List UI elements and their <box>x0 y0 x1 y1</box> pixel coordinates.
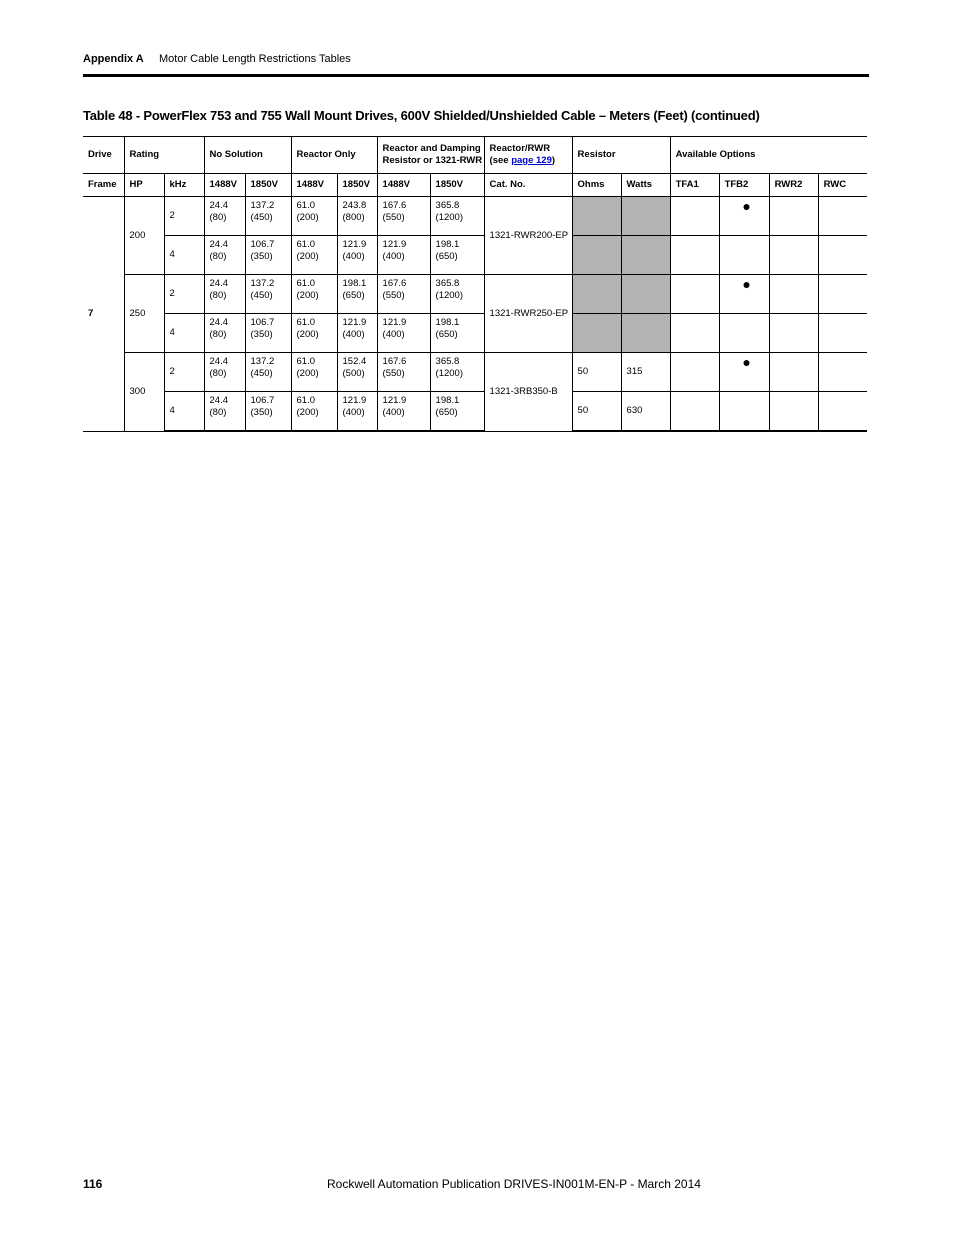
watts-cell: 315 <box>621 353 670 392</box>
ns-1850-cell: 137.2 (450) <box>245 275 291 314</box>
sub-rd-1850: 1850V <box>430 174 484 197</box>
running-header <box>83 53 351 65</box>
ns-1850-cell: 106.7 (350) <box>245 236 291 275</box>
hp-cell: 300 <box>124 353 164 432</box>
ns-1850-cell: 137.2 (450) <box>245 197 291 236</box>
ohms-cell: 50 <box>572 353 621 392</box>
col-reactor-rwr: Reactor/RWR (see page 129) <box>484 137 572 174</box>
tfb2-cell: ● <box>719 275 769 314</box>
table-row <box>83 275 867 314</box>
sub-tfa1: TFA1 <box>670 174 719 197</box>
rwr2-cell <box>769 275 818 314</box>
ro-1488-cell: 61.0 (200) <box>291 275 337 314</box>
rd-1488-cell: 167.6 (550) <box>377 353 430 392</box>
ns-1488-cell: 24.4 (80) <box>204 236 245 275</box>
sub-watts: Watts <box>621 174 670 197</box>
ns-1488-cell: 24.4 (80) <box>204 275 245 314</box>
col-reactor-only: Reactor Only <box>291 137 377 174</box>
appendix-label: Appendix A <box>83 53 144 65</box>
khz-cell: 2 <box>164 353 204 392</box>
hp-cell: 200 <box>124 197 164 275</box>
ro-1488-cell: 61.0 (200) <box>291 314 337 353</box>
tfb2-cell <box>719 236 769 275</box>
ns-1488-cell: 24.4 (80) <box>204 314 245 353</box>
rwc-cell <box>818 236 867 275</box>
table-title: Table 48 - PowerFlex 753 and 755 Wall Mount Drives, 600V Shielded/Unshielded Cable – Meters (Feet) (continued) <box>83 108 760 123</box>
rd-1850-cell: 365.8 (1200) <box>430 353 484 392</box>
page-number: 116 <box>83 1177 103 1191</box>
cat-no-cell: 1321-3RB350-B <box>484 353 572 432</box>
watts-cell <box>621 275 670 314</box>
watts-cell <box>621 197 670 236</box>
sub-frame: Frame <box>83 174 124 197</box>
cable-length-table <box>83 136 867 432</box>
ohms-cell <box>572 236 621 275</box>
ro-1488-cell: 61.0 (200) <box>291 236 337 275</box>
publication-footer: Rockwell Automation Publication DRIVES-IN001M-EN-P - March 2014 <box>327 1177 701 1191</box>
ns-1488-cell: 24.4 (80) <box>204 197 245 236</box>
rd-1488-cell: 121.9 (400) <box>377 314 430 353</box>
tfb2-cell <box>719 314 769 353</box>
ro-1850-cell: 121.9 (400) <box>337 236 377 275</box>
ohms-cell: 50 <box>572 392 621 432</box>
ohms-cell <box>572 197 621 236</box>
table-row <box>83 392 867 432</box>
ro-1488-cell: 61.0 (200) <box>291 197 337 236</box>
tfa1-cell <box>670 236 719 275</box>
rd-1488-cell: 121.9 (400) <box>377 236 430 275</box>
rd-1488-cell: 167.6 (550) <box>377 197 430 236</box>
tfa1-cell <box>670 197 719 236</box>
ro-1850-cell: 243.8 (800) <box>337 197 377 236</box>
tfa1-cell <box>670 353 719 392</box>
rwc-cell <box>818 353 867 392</box>
rd-1850-cell: 198.1 (650) <box>430 236 484 275</box>
cat-no-cell: 1321-RWR250-EP <box>484 275 572 353</box>
ns-1850-cell: 137.2 (450) <box>245 353 291 392</box>
ns-1488-cell: 24.4 (80) <box>204 392 245 432</box>
tfa1-cell <box>670 275 719 314</box>
sub-ro-1850: 1850V <box>337 174 377 197</box>
khz-cell: 4 <box>164 392 204 432</box>
sub-tfb2: TFB2 <box>719 174 769 197</box>
rwc-cell <box>818 392 867 432</box>
rwr2-cell <box>769 314 818 353</box>
ro-1488-cell: 61.0 (200) <box>291 392 337 432</box>
sub-ohms: Ohms <box>572 174 621 197</box>
rwc-cell <box>818 197 867 236</box>
frame-cell: 7 <box>83 197 124 432</box>
ro-1850-cell: 152.4 (500) <box>337 353 377 392</box>
khz-cell: 2 <box>164 275 204 314</box>
khz-cell: 2 <box>164 197 204 236</box>
ro-1850-cell: 198.1 (650) <box>337 275 377 314</box>
header-rule <box>83 74 869 77</box>
tfb2-cell: ● <box>719 197 769 236</box>
sub-khz: kHz <box>164 174 204 197</box>
watts-cell <box>621 314 670 353</box>
tfa1-cell <box>670 314 719 353</box>
sub-rwc: RWC <box>818 174 867 197</box>
ns-1850-cell: 106.7 (350) <box>245 392 291 432</box>
rd-1850-cell: 365.8 (1200) <box>430 275 484 314</box>
sub-hp: HP <box>124 174 164 197</box>
table-row <box>83 236 867 275</box>
tfb2-cell: ● <box>719 353 769 392</box>
rd-1850-cell: 198.1 (650) <box>430 314 484 353</box>
ns-1850-cell: 106.7 (350) <box>245 314 291 353</box>
sub-rwr2: RWR2 <box>769 174 818 197</box>
col-rating: Rating <box>124 137 204 174</box>
col-reactor-damping: Reactor and Damping Resistor or 1321-RWR <box>377 137 484 174</box>
sub-ns-1488: 1488V <box>204 174 245 197</box>
section-title: Motor Cable Length Restrictions Tables <box>159 53 351 65</box>
cat-no-cell: 1321-RWR200-EP <box>484 197 572 275</box>
col-available-options: Available Options <box>670 137 867 174</box>
sub-ns-1850: 1850V <box>245 174 291 197</box>
col-no-solution: No Solution <box>204 137 291 174</box>
sub-cat-no: Cat. No. <box>484 174 572 197</box>
col-resistor: Resistor <box>572 137 670 174</box>
khz-cell: 4 <box>164 314 204 353</box>
ro-1850-cell: 121.9 (400) <box>337 314 377 353</box>
khz-cell: 4 <box>164 236 204 275</box>
hp-cell: 250 <box>124 275 164 353</box>
watts-cell: 630 <box>621 392 670 432</box>
ohms-cell <box>572 275 621 314</box>
rwc-cell <box>818 275 867 314</box>
ro-1488-cell: 61.0 (200) <box>291 353 337 392</box>
table-row <box>83 353 867 392</box>
rwr2-cell <box>769 236 818 275</box>
watts-cell <box>621 236 670 275</box>
table-row <box>83 314 867 353</box>
rwc-cell <box>818 314 867 353</box>
col-drive: Drive <box>83 137 124 174</box>
rwr2-cell <box>769 353 818 392</box>
rd-1850-cell: 365.8 (1200) <box>430 197 484 236</box>
ro-1850-cell: 121.9 (400) <box>337 392 377 432</box>
tfb2-cell <box>719 392 769 432</box>
ns-1488-cell: 24.4 (80) <box>204 353 245 392</box>
rd-1488-cell: 121.9 (400) <box>377 392 430 432</box>
page-129-link[interactable]: page 129 <box>511 155 552 166</box>
rd-1488-cell: 167.6 (550) <box>377 275 430 314</box>
rwr2-cell <box>769 197 818 236</box>
group-header-row <box>83 137 867 174</box>
rwr2-cell <box>769 392 818 432</box>
sub-rd-1488: 1488V <box>377 174 430 197</box>
sub-ro-1488: 1488V <box>291 174 337 197</box>
ohms-cell <box>572 314 621 353</box>
rd-1850-cell: 198.1 (650) <box>430 392 484 432</box>
table-row <box>83 197 867 236</box>
sub-header-row <box>83 174 867 197</box>
tfa1-cell <box>670 392 719 432</box>
